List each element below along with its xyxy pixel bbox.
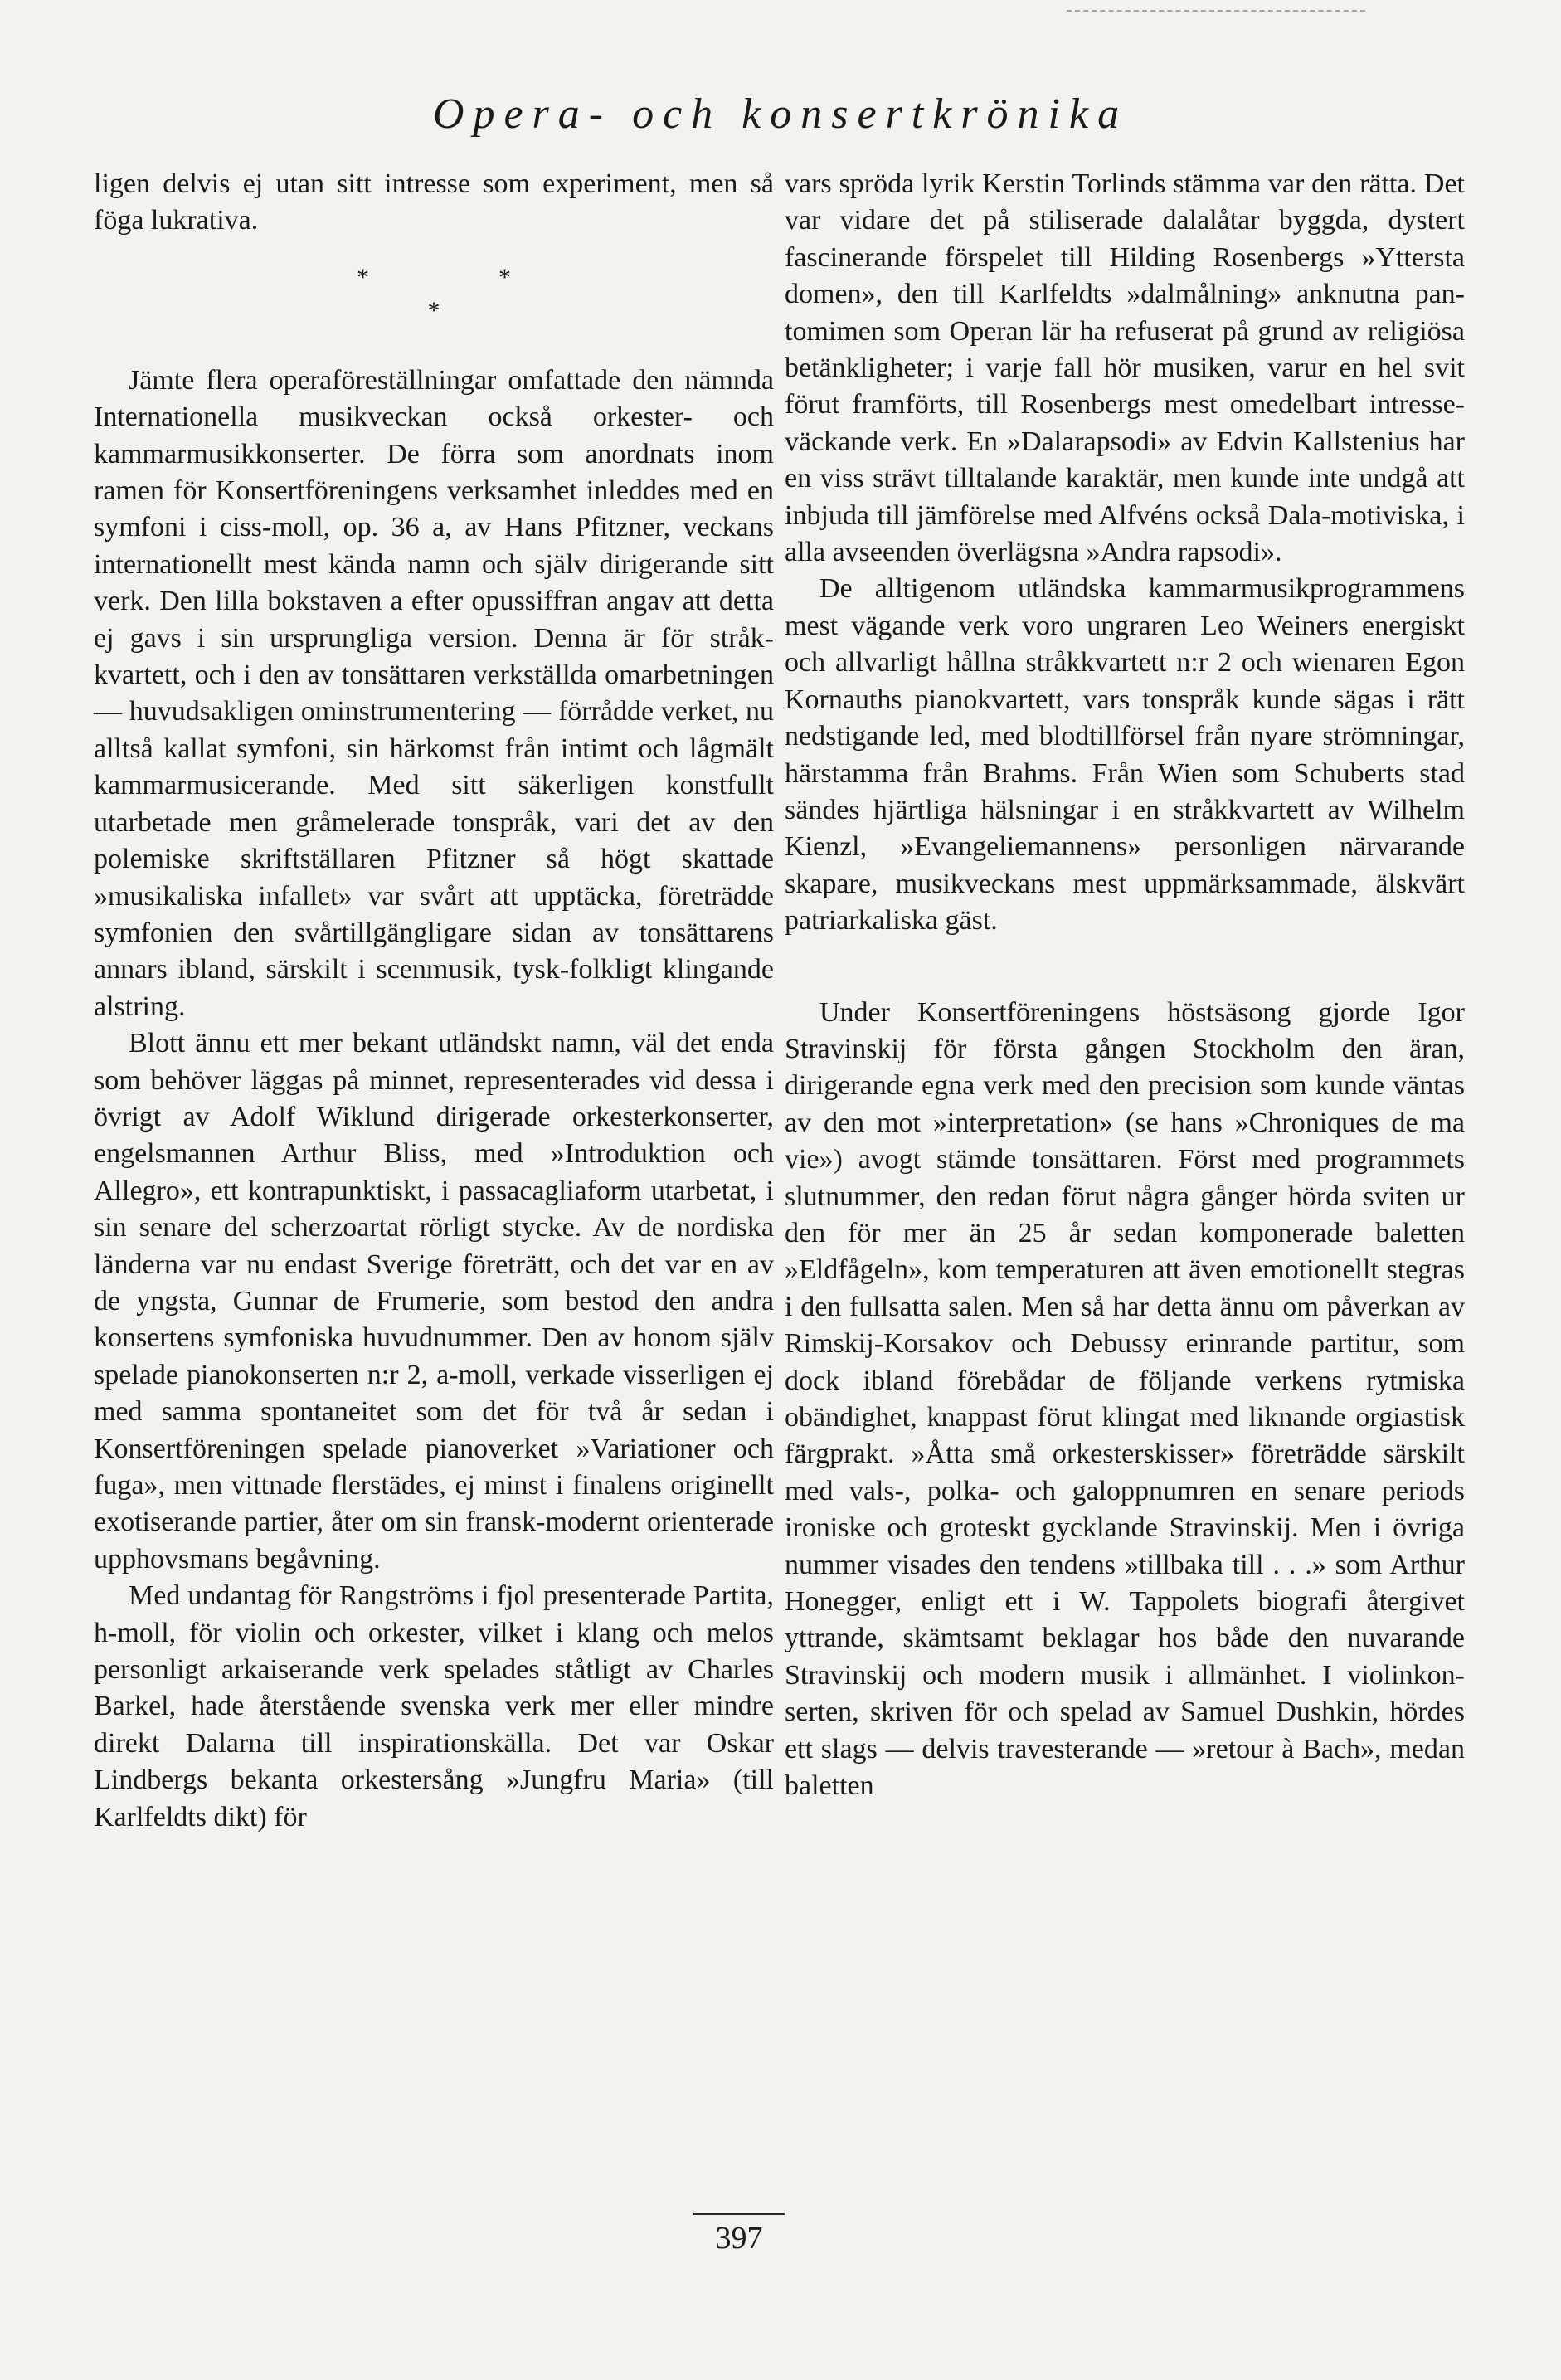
paragraph: Med undantag för Rangströms i fjol presenterade Partita, h-moll, för violin och orkester, vilket i klang och melos personligt arkaiserande verk spelades ståtligt av Charles Barkel, hade återstående svenska verk mer eller mindre direkt Dalarna till inspirationskälla. Det var Oskar Lindbergs bekanta orkestersång »Jungfru Maria» (till Karlfeldts dikt) för xyxy=(94,1580,774,1832)
page-number: 397 xyxy=(715,2221,763,2256)
section-gap xyxy=(785,940,1465,995)
paragraph: Blott ännu ett mer bekant utländskt namn, väl det enda som behöver läggas på minnet, representerades vid dessa i övrigt av Adolf Wiklund dirigerade orkesterkonserter, engelsmannen Arthur Bliss, med »Introduktion och Allegro», ett kontrapunktiskt, i passacagliaform utarbetat, i sin senare del scherzoartat rörligt stycke. Av de nordiska länderna var nu endast Sverige företrätt, och det var en av de yngsta, Gunnar de Frumerie, som bestod den andra konsertens symfoniska huvudnummer. Den av honom själv spelade pianokonserten n:r 2, a-moll, verkade visserligen ej med samma spontaneitet som det för två år sedan i Konsertföreningen spelade pianoverket »Variationer och fuga», men vittnade flerstädes, ej minst i finalens originellt exotiserande partier, åter om sin fransk-modernt orienterade upphovsmans begåvning. xyxy=(94,1028,774,1574)
paragraph-continuation: vars spröda lyrik Kerstin Torlinds stämma var den rätta. Det var vidare det på stiliserade dalalåtar byggda, dystert fascinerande förspelet till Hilding Rosenbergs »Yttersta domen», den till Karlfeldts »dalmålning» anknutna pantomimen som Operan lär ha refuserat på grund av religiösa betänkligheter; i varje fall hör musiken, varur en hel svit förut framförts, till Rosenbergs mest omedelbart intresseväckande verk. En »Dalarapsodi» av Edvin Kallstenius har en viss strävt tilltalande karaktär, men kunde inte undgå att inbjuda till jämförelse med Alfvéns också Dala-motiviska, i alla avseenden överlägsna »Andra rapsodi». xyxy=(785,168,1465,568)
asterisk: * xyxy=(498,263,511,291)
paragraph: Jämte flera operaföreställningar omfattade den nämnda Internationella musikveckan också orkester- och kammarmusikkonserter. De förra som anordnats inom ramen för Konsertföreningens verksamhet inleddes med en symfoni i ciss-moll, op. 36 a, av Hans Pfitzner, veckans internationellt mest kända namn och själv dirigerande sitt verk. Den lilla bokstaven a efter opussiffran angav att detta ej gavs i sin ursprungliga version. Denna är för stråkkvartett, och i den av tonsättaren verkställda omarbetningen — huvudsakligen ominstrumentering — förrådde verket, nu alltså kallat symfoni, sin härkomst från intimt och lågmält kammarmusicerande. Med sitt säkerligen konstfullt utarbetade men gråmelerade tonspråk, vari det av den polemiske skriftställaren Pfitzner så högt skattade »musikaliska infallet» var svårt att upptäcka, företrädde symfonien den svårtillgängligare sidan av tonsättarens annars ibland, särskilt i scenmusik, tysk-folkligt klingande alstring. xyxy=(94,364,774,1022)
folio-rule xyxy=(693,2213,785,2215)
asterisk: * xyxy=(357,263,369,291)
top-edge-mark xyxy=(1067,10,1365,12)
section-divider-asterisks xyxy=(94,261,774,328)
paragraph-continuation: ligen delvis ej utan sitt intresse som experiment, men så föga lukrativa. xyxy=(94,168,774,236)
running-title: Opera- och konsertkrönika xyxy=(432,90,1129,138)
paragraph: Under Konsertföreningens höstsäsong gjorde Igor Stravinskij för första gången Stockholm den äran, dirigerande egna verk med den precision som kunde väntas av den mot »interpretation» (se hans »Chroniques de ma vie») avogt stämde tonsättaren. Först med programmets slutnummer, den redan förut några gånger hörda sviten ur den för mer än 25 år sedan komponerade baletten »Eldfågeln», kom temperaturen att även emotionellt stegras i den fullsatta salen. Men så har detta ännu om påverkan av Rimskij-Korsakov och Debussy erinrande partitur, som dock ibland förebådar de följande verkens rytmiska obändighet, knappast förut klingat med liknande orgiastisk färgprakt. »Åtta små orkesterskisser» företrädde särskilt med vals-, polka- och galoppnumren en senare periods ironiske och groteskt gycklande Stravinskij. Men i övriga nummer visades den tendens »tillbaka till . . .» som Arthur Honegger, enligt ett i W. Tappolets biografi återgivet yttrande, skämtsamt beklagar hos både den nuvarande Stravinskij och modern musik i allmänhet. I violinkonserten, skriven för och spelad av Samuel Dushkin, hördes ett slags — delvis travesterande — »retour à Bach», medan baletten xyxy=(785,996,1465,1802)
left-column xyxy=(94,166,774,1836)
asterisk: * xyxy=(427,296,440,324)
paragraph: De alltigenom utländska kammarmusikprogrammens mest vägande verk voro ungraren Leo Weiners energiskt och allvarligt hållna stråkkvartett n:r 2 och wienaren Egon Kornauths pianokvartett, vars tonspråk kunde sägas i rätt nedstigande led, med blodtillförsel från nyare strömningar, härstamma från Brahms. Från Wien som Schuberts stad sändes hjärtliga hälsningar i en stråkkvartett av Wilhelm Kienzl, »Evangeliemannens» personligen närvarande skapare, musikveckans mest uppmärksammade, älskvärt patriarkaliska gäst. xyxy=(785,573,1465,937)
right-column xyxy=(785,166,1465,1804)
